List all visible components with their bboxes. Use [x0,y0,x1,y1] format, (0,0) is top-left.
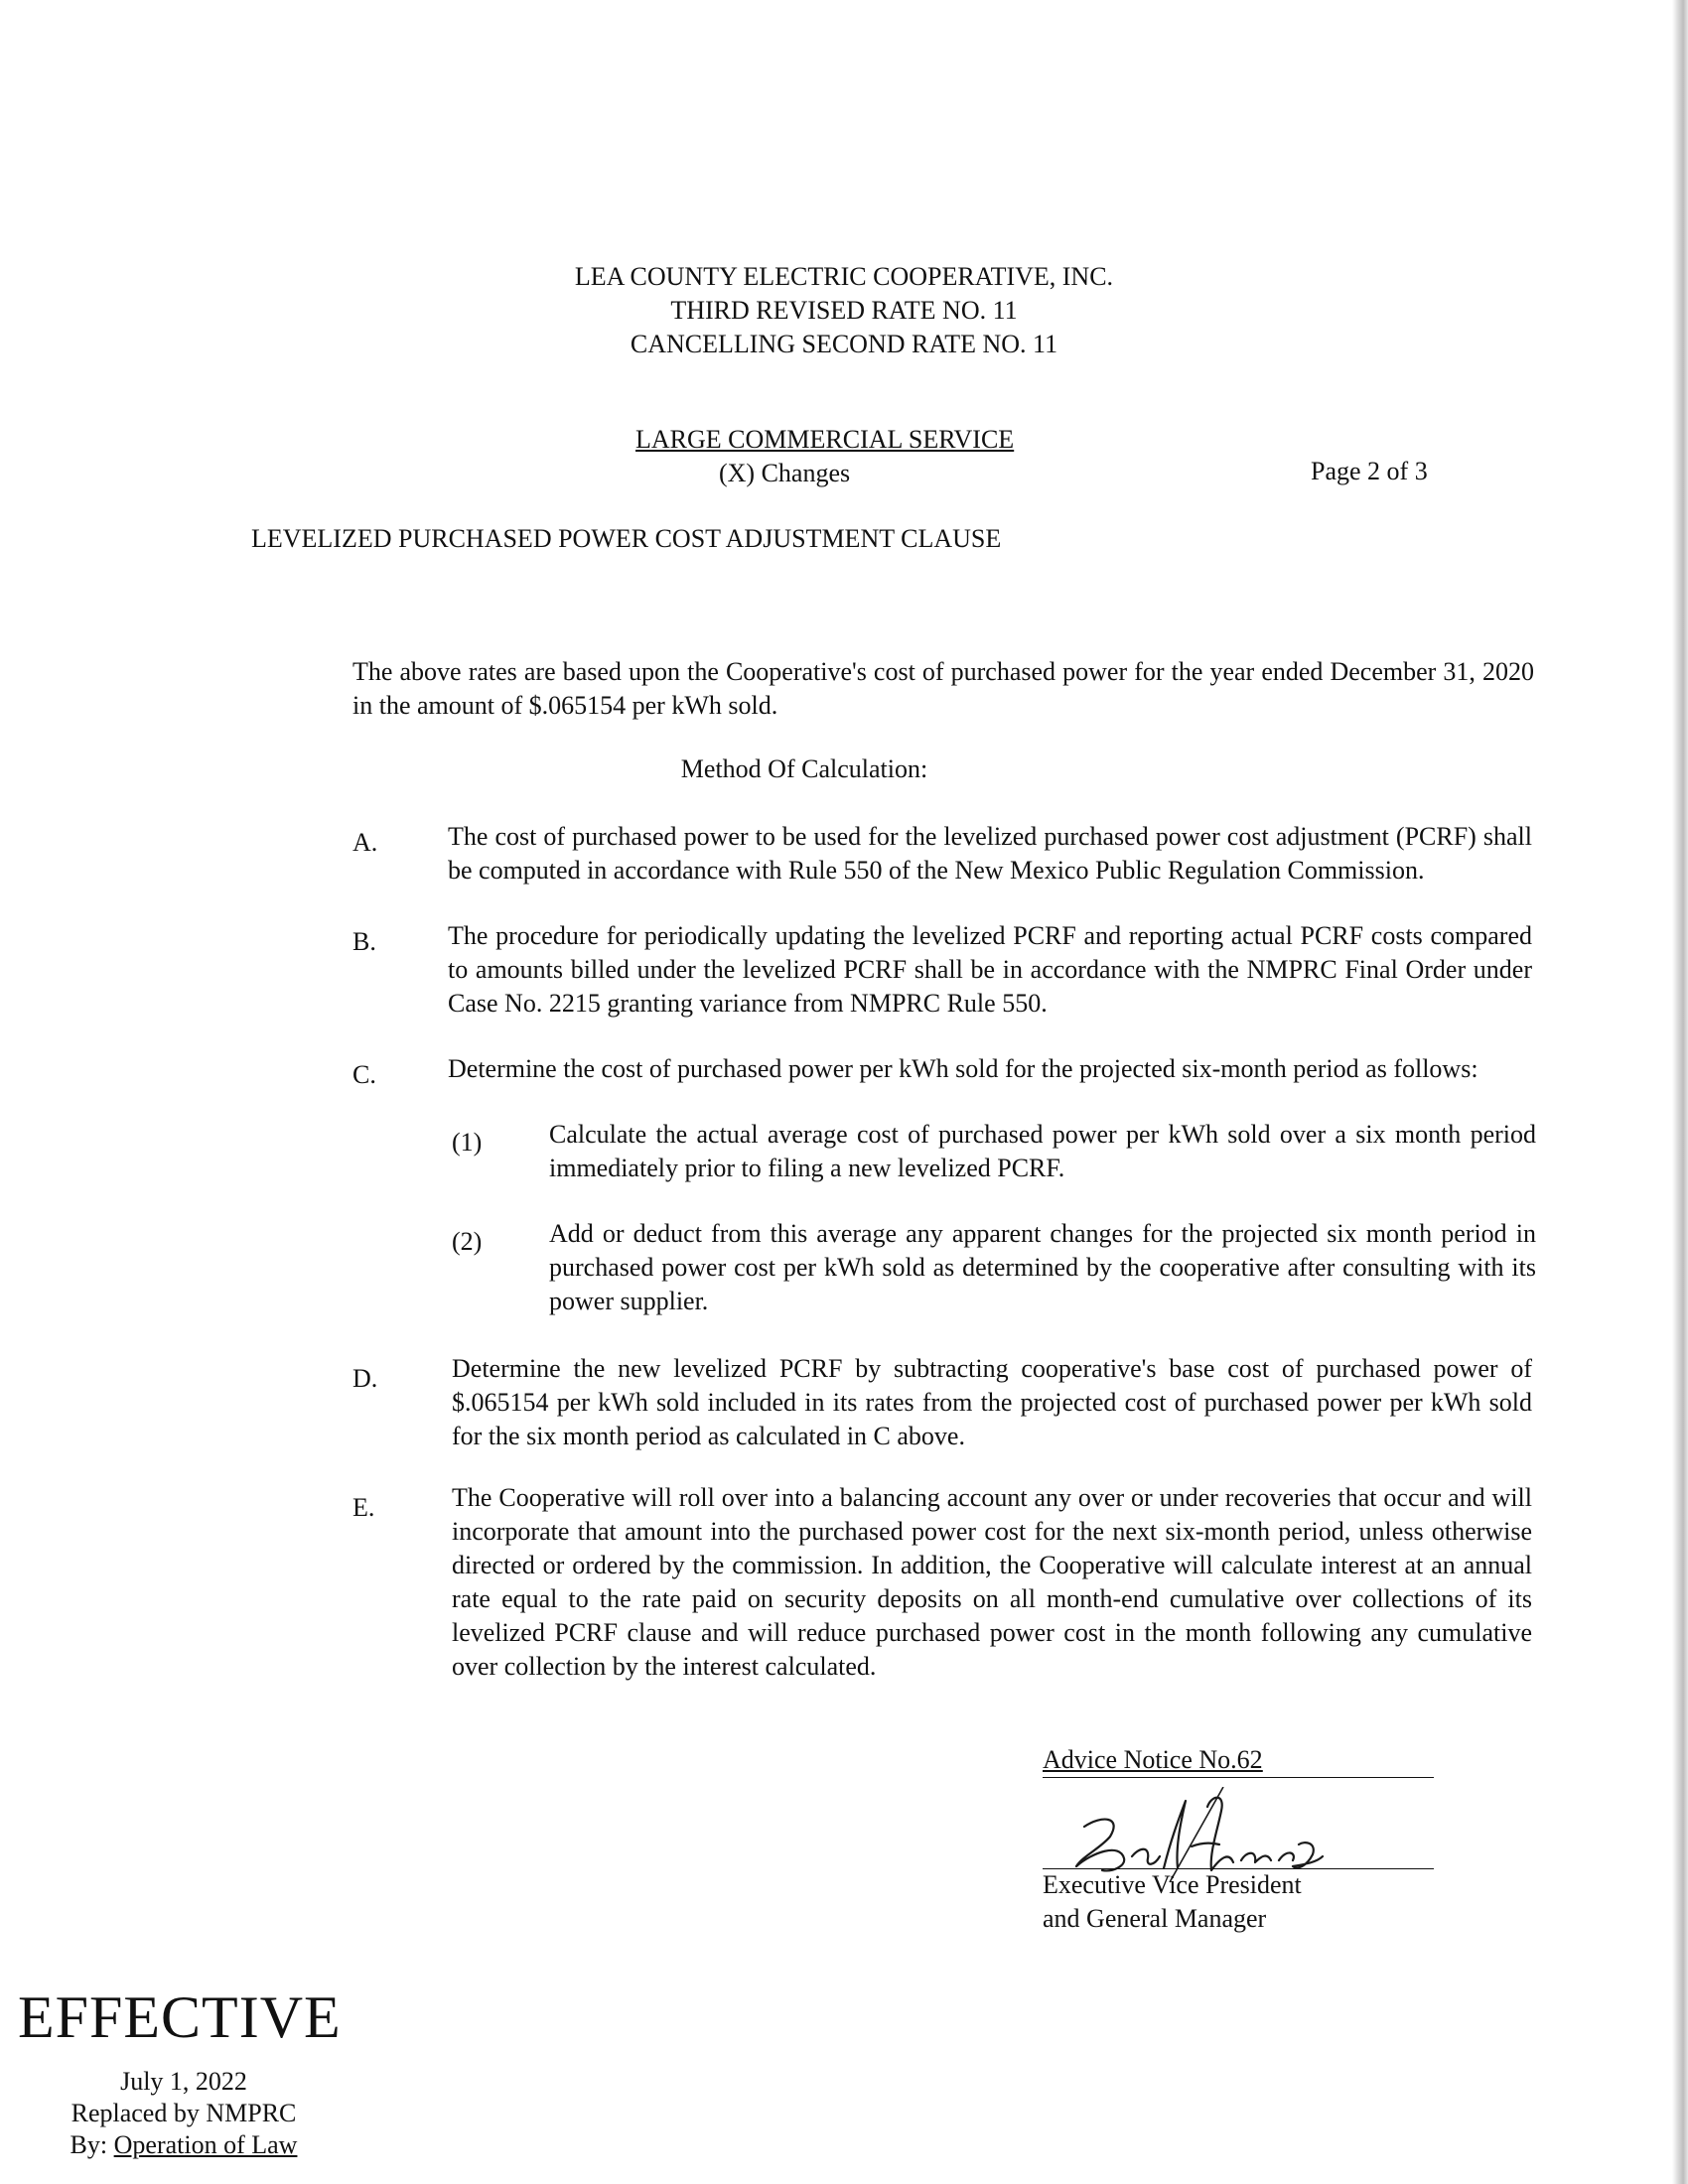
signer-title: Executive Vice President [1043,1870,1302,1899]
header-cancelling: CANCELLING SECOND RATE NO. 11 [630,330,1058,358]
item-text: Determine the new levelized PCRF by subtracting cooperative's base cost of purchased power of $.065154 per kWh sold included in its rates from the projected cost of purchased power per kWh sold for the six month period as calculated in C above. [452,1354,1532,1450]
by-value: Operation of Law [113,2130,298,2159]
header-company: LEA COUNTY ELECTRIC COOPERATIVE, INC. [574,262,1114,291]
item-label: E. [352,1493,375,1522]
item-label: D. [352,1364,378,1393]
item-label: A. [352,828,378,857]
clause-title: LEVELIZED PURCHASED POWER COST ADJUSTMENT CLAUSE [251,524,1002,553]
signature-line [1043,1868,1434,1869]
intro-paragraph: The above rates are based upon the Cooperative's cost of purchased power for the year ended December 31, 2020 in the amount of $.065154 per kWh sold. [352,657,1534,720]
advice-notice [1043,1745,1434,1778]
effective-stamp: EFFECTIVE [18,1984,342,2050]
item-text: The Cooperative will roll over into a balancing account any over or under recoveries that occur and will incorporate that amount into the purchased power cost for the next six-month period, unless otherwise directed or ordered by the commission. In addition, the Cooperative will calculate interest at an annual rate equal to the rate paid on security deposits on all month-end cumulative over collections of its levelized PCRF clause and will reduce purchased power cost in the month following any cumulative over collection by the interest calculated. [452,1483,1532,1681]
item-label: C. [352,1060,376,1089]
by-label: By: [70,2130,114,2159]
document-header [0,260,1688,361]
page-number: Page 2 of 3 [1311,457,1428,485]
item-text: Determine the cost of purchased power per kWh sold for the projected six-month period as follows: [448,1054,1478,1083]
replaced-by: Replaced by NMPRC [70,2099,297,2127]
replaced-by-authority [5,2130,362,2160]
signer-title-2: and General Manager [1043,1904,1267,1933]
changes-marker: (X) Changes [719,459,851,487]
item-label: (1) [452,1128,483,1157]
advice-notice-text: Advice Notice No.62 [1043,1745,1263,1774]
item-label: B. [352,927,376,956]
item-text: The procedure for periodically updating the levelized PCRF and reporting actual PCRF costs compared to amounts billed under the levelized PCRF shall be in accordance with the NMPRC Final Order under Case No. 2215 granting variance from NMPRC Rule 550. [448,921,1532,1018]
item-text: Calculate the actual average cost of purchased power per kWh sold over a six month period immediately prior to filing a new levelized PCRF. [549,1120,1536,1182]
method-heading: Method Of Calculation: [680,754,928,783]
item-text: Add or deduct from this average any apparent changes for the projected six month period in purchased power cost per kWh sold as determined by the cooperative after consulting with its power supplier. [549,1219,1536,1315]
header-rate: THIRD REVISED RATE NO. 11 [670,296,1018,325]
effective-date: July 1, 2022 [120,2067,247,2096]
service-title: LARGE COMMERCIAL SERVICE [635,425,1015,454]
item-text: The cost of purchased power to be used for the levelized purchased power cost adjustment (PCRF) shall be computed in accordance with Rule 550 of the New Mexico Public Regulation Commission. [448,822,1532,885]
item-label: (2) [452,1227,483,1256]
